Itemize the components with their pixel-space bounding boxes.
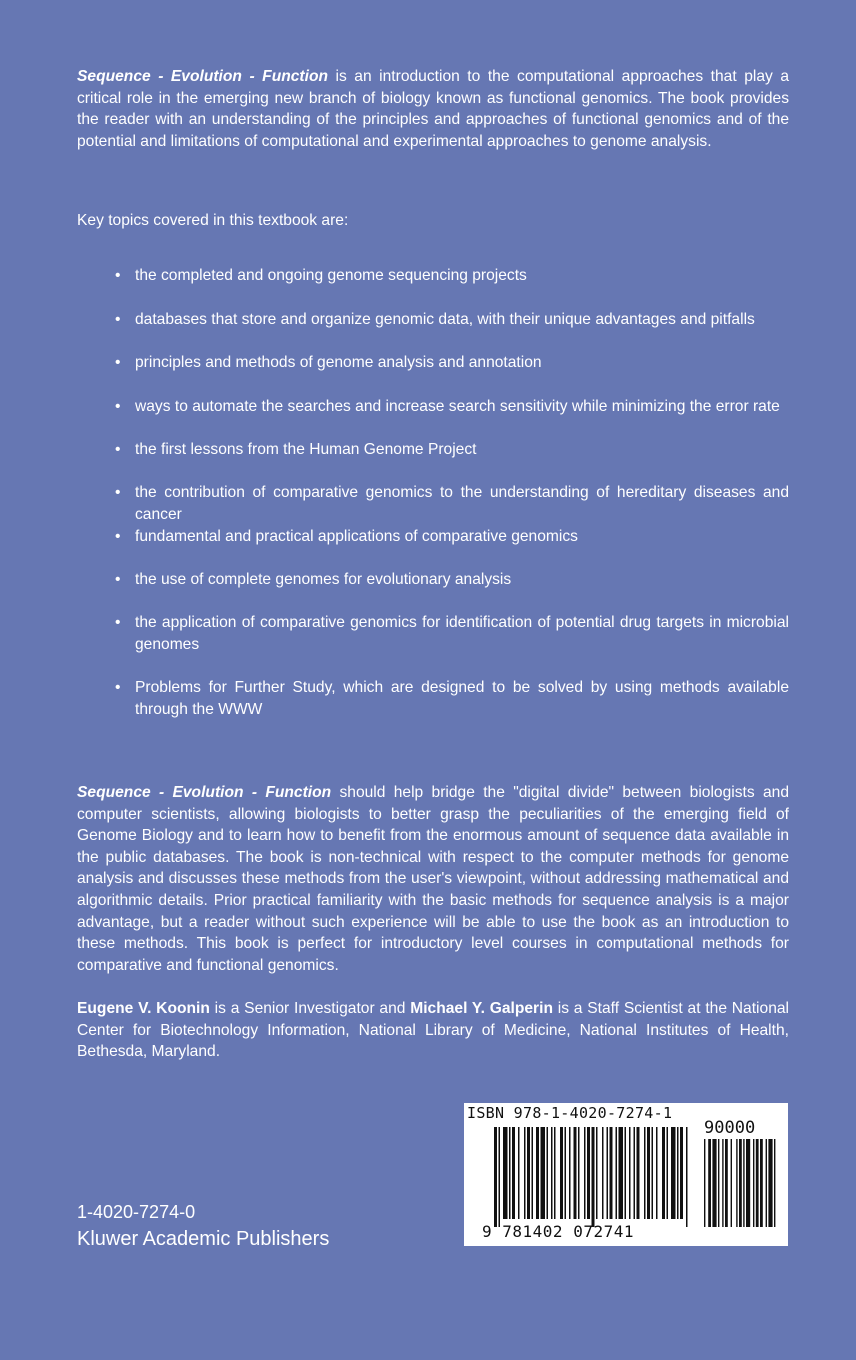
barcode-bar	[541, 1127, 546, 1219]
barcode-bar	[509, 1127, 511, 1219]
bullet-icon: •	[115, 528, 121, 545]
addon-bar	[718, 1139, 719, 1227]
barcode-bar	[652, 1127, 654, 1219]
addon-bar	[722, 1139, 723, 1227]
bullet-icon: •	[115, 614, 121, 631]
barcode-bar	[662, 1127, 665, 1219]
addon-bar	[736, 1139, 737, 1227]
description-text: should help bridge the "digital divide" between biologists and computer scientists, allowing biologists to better grasp the peculiarities of the emerging field of Genome Biology and to learn how to benefit from the enormous amount of sequence data available in the public databases. The book is non-technical with respect to the computer methods for genome analysis and discusses these methods from the user's viewpoint, without addressing mathematical and algorithmic details. Prior practical familiarity with the basic methods for sequence analysis is a major advantage, but a reader without such experience will be able to use the book as an introduction to these methods. This book is perfect for introductory level courses in computational methods for comparative and functional genomics.	[77, 784, 789, 974]
barcode-bar	[587, 1127, 590, 1219]
barcode-bar	[667, 1127, 669, 1219]
list-item: • the completed and ongoing genome sequencing projects	[115, 265, 789, 287]
barcode-bar	[560, 1127, 563, 1219]
barcode-bar	[578, 1127, 580, 1219]
addon-bar	[760, 1139, 763, 1227]
barcode-bar	[634, 1127, 636, 1219]
barcode-bar	[610, 1127, 613, 1219]
barcode-bar	[629, 1127, 631, 1219]
barcode-bar	[532, 1127, 534, 1219]
bullet-icon: •	[115, 354, 121, 371]
barcode-bar	[644, 1127, 646, 1219]
barcode-bar	[616, 1127, 618, 1219]
addon-bar	[743, 1139, 744, 1227]
list-item: • ways to automate the searches and increase search sensitivity while minimizing the error rate	[115, 396, 789, 418]
list-item: • the first lessons from the Human Genome Project	[115, 439, 789, 461]
barcode-bar	[569, 1127, 571, 1219]
barcode	[464, 1103, 788, 1246]
intro-paragraph	[77, 66, 789, 152]
publisher-name: Kluwer Academic Publishers	[77, 1228, 330, 1250]
addon-bar	[731, 1139, 732, 1227]
addon-bar	[739, 1139, 742, 1227]
bullet-icon: •	[115, 571, 121, 588]
key-topics-heading: Key topics covered in this textbook are:	[77, 212, 349, 229]
addon-bar	[725, 1139, 728, 1227]
bullet-icon: •	[115, 398, 121, 415]
barcode-bar	[677, 1127, 679, 1219]
list-item: • Problems for Further Study, which are designed to be solved by using methods available through the WWW	[115, 679, 789, 718]
barcode-bar	[602, 1127, 604, 1219]
bullet-icon: •	[115, 267, 121, 284]
author-koonin: Eugene V. Koonin	[77, 1000, 210, 1017]
barcode-bar	[547, 1127, 549, 1219]
barcode-bar	[499, 1127, 501, 1227]
description-paragraph	[77, 782, 789, 976]
barcode-price-code: 90000	[704, 1118, 756, 1138]
addon-bar	[756, 1139, 759, 1227]
isbn-10: 1-4020-7274-0	[77, 1202, 196, 1222]
book-title-description: Sequence - Evolution - Function	[77, 784, 332, 801]
barcode-isbn-label: ISBN 978-1-4020-7274-1	[467, 1104, 673, 1122]
barcode-bar	[565, 1127, 567, 1219]
barcode-bar	[680, 1127, 683, 1219]
barcode-bar	[656, 1127, 658, 1219]
barcode-bar	[584, 1127, 586, 1219]
barcode-bar	[494, 1127, 497, 1227]
addon-bar	[768, 1139, 772, 1227]
barcode-bar	[536, 1127, 539, 1219]
authors-paragraph: Eugene V. Koonin is a Senior Investigator and Michael Y. Galperin is a Staff Scientist at the National Center for Biotechnology Information, National Library of Medicine, National Institutes of Health, Bethesda, Maryland.	[77, 1000, 790, 1061]
barcode-bar	[625, 1127, 627, 1219]
barcode-bar	[554, 1127, 556, 1219]
list-item: • fundamental and practical applications of comparative genomics	[115, 526, 789, 548]
bullet-icon: •	[115, 679, 121, 696]
barcode-bar	[619, 1127, 624, 1219]
bullet-icon: •	[115, 311, 121, 328]
barcode-bar	[551, 1127, 553, 1219]
addon-bar	[712, 1139, 716, 1227]
author-galperin: Michael Y. Galperin	[410, 1000, 553, 1017]
barcode-bar	[512, 1127, 515, 1219]
addon-bar	[774, 1139, 775, 1227]
barcode-bar	[592, 1127, 595, 1227]
bullet-icon: •	[115, 484, 121, 501]
barcode-bar	[574, 1127, 577, 1219]
list-item: • the contribution of comparative genomics to the understanding of hereditary diseases and cancer	[115, 484, 789, 523]
intro-text: is an introduction to the computational approaches that play a critical role in the emerging new branch of biology known as functional genomics. The book provides the reader with an understanding of the principles and approaches of functional genomics and of the potential and limitations of computational and experimental approaches to genome analysis.	[77, 68, 789, 150]
barcode-bar	[596, 1127, 598, 1219]
barcode-bar	[524, 1127, 526, 1219]
barcode-digits: 9 781402 072741	[482, 1222, 634, 1241]
barcode-bar	[518, 1127, 520, 1219]
addon-bar	[746, 1139, 750, 1227]
barcode-bar	[647, 1127, 650, 1219]
list-item: • principles and methods of genome analysis and annotation	[115, 352, 789, 374]
book-title-intro: Sequence - Evolution - Function	[77, 68, 328, 85]
barcode-bar	[527, 1127, 530, 1219]
barcode-bar	[503, 1127, 508, 1219]
barcode-bar	[607, 1127, 609, 1219]
addon-bar	[766, 1139, 767, 1227]
list-item: • the application of comparative genomics for identification of potential drug targets in microbial genomes	[115, 614, 789, 653]
list-item: • the use of complete genomes for evolutionary analysis	[115, 569, 789, 591]
addon-bar	[704, 1139, 705, 1227]
barcode-bar	[637, 1127, 640, 1219]
barcode-bar	[671, 1127, 676, 1219]
addon-bar	[708, 1139, 711, 1227]
addon-bar	[753, 1139, 754, 1227]
bullet-icon: •	[115, 441, 121, 458]
list-item: • databases that store and organize genomic data, with their unique advantages and pitfalls	[115, 309, 789, 331]
barcode-bar	[686, 1127, 688, 1227]
